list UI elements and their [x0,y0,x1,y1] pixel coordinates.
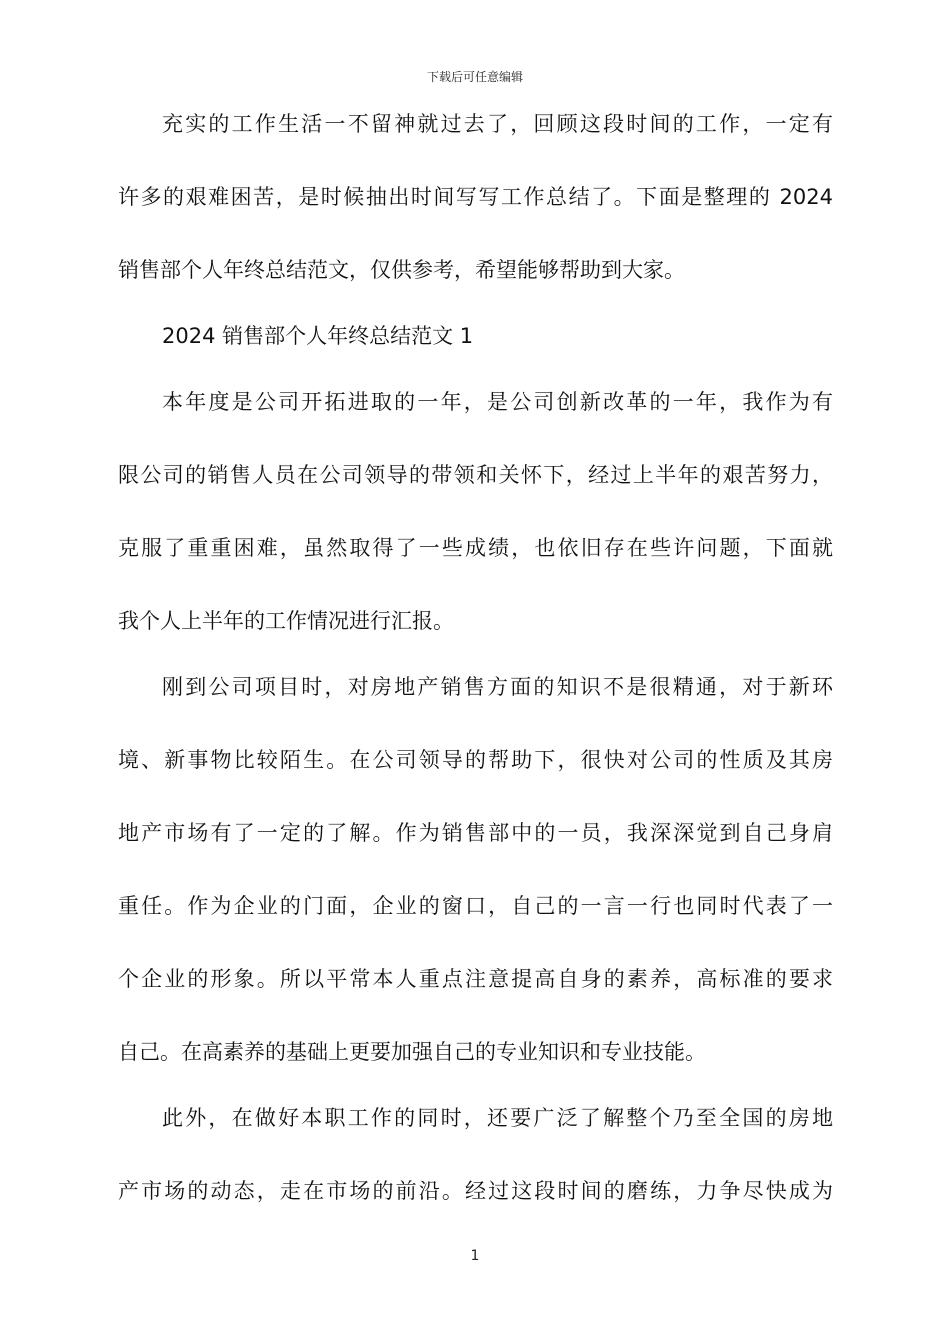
paragraph-line: 刚到公司项目时，对房地产销售方面的知识不是很精通，对于新环 [162,675,833,699]
paragraph-line: 充实的工作生活一不留神就过去了，回顾这段时间的工作，一定有 [162,112,833,136]
paragraph-line: 境、新事物比较陌生。在公司领导的帮助下，很快对公司的性质及其房 [118,748,833,772]
paragraph-line: 我个人上半年的工作情况进行汇报。 [118,609,454,633]
header-note: 下载后可任意编辑 [426,70,523,84]
paragraph-line: 产市场的动态，走在市场的前沿。经过这段时间的磨练，力争尽快成为 [118,1179,833,1203]
paragraph-line: 地产市场有了一定的了解。作为销售部中的一员，我深深觉到自己身肩 [118,821,833,845]
paragraph-line: 克服了重重困难，虽然取得了一些成绩，也依旧存在些许问题，下面就 [118,536,833,560]
paragraph-line: 本年度是公司开拓进取的一年，是公司创新改革的一年，我作为有 [162,390,833,414]
paragraph-line: 此外，在做好本职工作的同时，还要广泛了解整个乃至全国的房地 [162,1106,833,1130]
document-body [118,104,833,1244]
paragraph-line: 自己。在高素养的基础上更要加强自己的专业知识和专业技能。 [118,1040,706,1064]
paragraph-line: 限公司的销售人员在公司领导的带领和关怀下，经过上半年的艰苦努力， [118,463,833,487]
paragraph-line: 重任。作为企业的门面，企业的窗口，自己的一言一行也同时代表了一 [118,894,833,918]
page-number: 1 [470,1248,480,1264]
section-heading: 2024 销售部个人年终总结范文 1 [162,324,474,348]
paragraph-line: 销售部个人年终总结范文，仅供参考，希望能够帮助到大家。 [118,258,685,282]
paragraph-line: 许多的艰难困苦，是时候抽出时间写写工作总结了。下面是整理的 2024 [118,185,833,209]
paragraph-line: 个企业的形象。所以平常本人重点注意提高自身的素养，高标准的要求 [118,967,833,991]
